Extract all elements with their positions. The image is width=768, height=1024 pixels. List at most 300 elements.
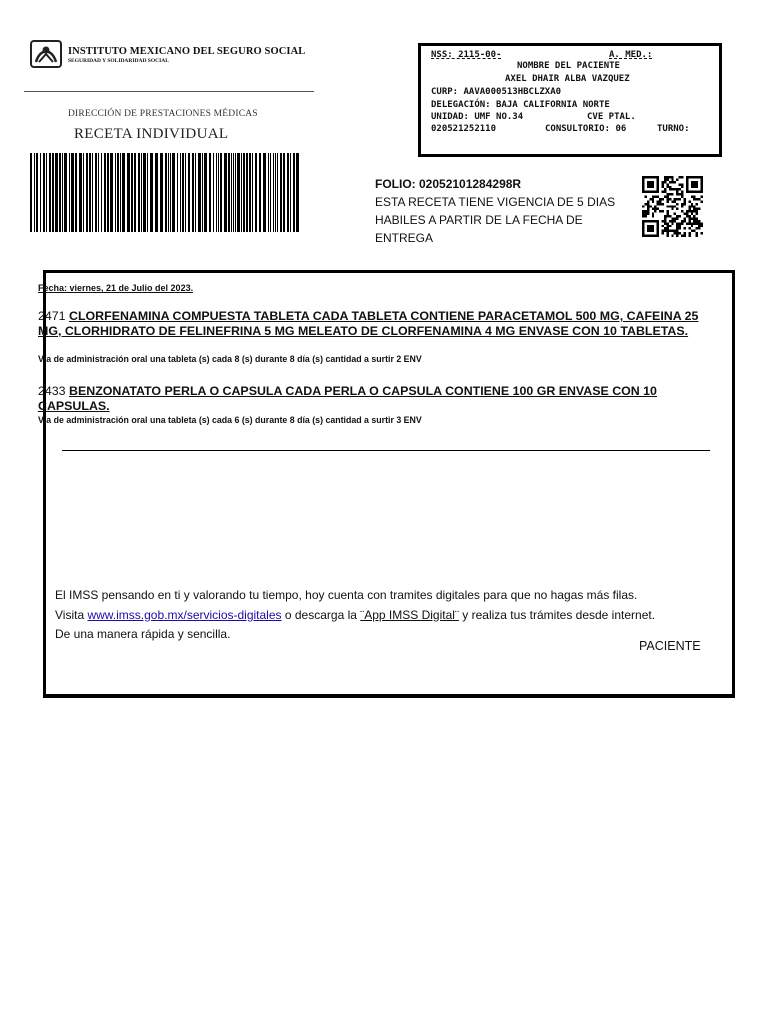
qr-module (701, 176, 703, 178)
qr-module (649, 191, 651, 193)
qr-module (683, 217, 685, 219)
qr-module (691, 210, 693, 212)
qr-module (657, 200, 659, 202)
barcode-bar (165, 153, 167, 232)
barcode-bar (246, 153, 248, 232)
cve-ptal-value: 020521252110 (431, 124, 497, 134)
qr-module (683, 213, 685, 215)
qr-module (701, 181, 703, 183)
qr-module (688, 235, 690, 237)
digital-services-notice (55, 586, 655, 645)
qr-module (654, 196, 656, 198)
barcode-bar (202, 153, 203, 232)
qr-module (681, 235, 683, 237)
qr-module (688, 215, 690, 217)
qr-module (657, 230, 659, 232)
qr-module (671, 220, 673, 222)
qr-module (649, 176, 651, 178)
qr-code (642, 176, 703, 237)
qr-module (669, 193, 671, 195)
medication-code: 2471 (38, 309, 66, 323)
barcode-bar (218, 153, 219, 232)
qr-module (664, 191, 666, 193)
barcode-bar (86, 153, 88, 232)
qr-module (649, 227, 651, 229)
barcode-bar (185, 153, 186, 232)
qr-module (679, 225, 681, 227)
qr-module (683, 203, 685, 205)
qr-module (654, 210, 656, 212)
qr-module (662, 232, 664, 234)
qr-module (642, 176, 644, 178)
barcode-bar (36, 153, 38, 232)
qr-module (652, 191, 654, 193)
qr-module (657, 176, 659, 178)
qr-module (664, 227, 666, 229)
qr-module (696, 232, 698, 234)
qr-module (647, 220, 649, 222)
qr-module (664, 215, 666, 217)
qr-module (693, 186, 695, 188)
qr-module (666, 213, 668, 215)
qr-module (691, 217, 693, 219)
qr-module (642, 235, 644, 237)
qr-module (642, 178, 644, 180)
qr-module (671, 200, 673, 202)
qr-module (674, 220, 676, 222)
qr-module (654, 235, 656, 237)
qr-module (693, 196, 695, 198)
qr-module (657, 227, 659, 229)
qr-module (698, 222, 700, 224)
barcode-bar (220, 153, 222, 232)
barcode-bar (228, 153, 230, 232)
qr-module (669, 215, 671, 217)
qr-module (686, 176, 688, 178)
qr-module (698, 208, 700, 210)
qr-module (686, 178, 688, 180)
qr-module (647, 176, 649, 178)
qr-module (671, 235, 673, 237)
qr-module (691, 196, 693, 198)
qr-module (644, 220, 646, 222)
qr-module (666, 193, 668, 195)
qr-module (644, 213, 646, 215)
qr-module (664, 196, 666, 198)
qr-module (676, 235, 678, 237)
qr-module (647, 191, 649, 193)
qr-module (701, 183, 703, 185)
qr-module (698, 191, 700, 193)
qr-module (676, 203, 678, 205)
qr-module (654, 208, 656, 210)
qr-module (688, 232, 690, 234)
barcode-bar (263, 153, 266, 232)
barcode-bar (127, 153, 130, 232)
qr-module (693, 230, 695, 232)
qr-module (693, 176, 695, 178)
barcode-bar (249, 153, 251, 232)
qr-module (696, 227, 698, 229)
qr-module (657, 191, 659, 193)
qr-module (679, 222, 681, 224)
qr-module (679, 183, 681, 185)
barcode-bar (92, 153, 93, 232)
qr-module (686, 181, 688, 183)
qr-module (696, 198, 698, 200)
consultorio-field: CONSULTORIO: 06 (545, 124, 627, 134)
qr-module (652, 181, 654, 183)
header-divider (24, 91, 314, 92)
qr-module (644, 210, 646, 212)
qr-module (666, 200, 668, 202)
qr-module (701, 232, 703, 234)
qr-module (657, 183, 659, 185)
barcode-bar (150, 153, 153, 232)
qr-module (662, 186, 664, 188)
patient-info-box (418, 43, 722, 157)
barcode-bar (280, 153, 282, 232)
qr-module (652, 220, 654, 222)
qr-module (662, 230, 664, 232)
qr-module (644, 176, 646, 178)
qr-module (688, 210, 690, 212)
qr-module (676, 188, 678, 190)
barcode-bar (95, 153, 97, 232)
qr-module (696, 203, 698, 205)
medication-instructions: Vía de administración oral una tableta (s) cada 6 (s) durante 8 día (s) cantidad a surtir 3 ENV (38, 415, 422, 425)
signature-line (62, 450, 710, 451)
qr-module (701, 178, 703, 180)
qr-module (652, 215, 654, 217)
barcode-bar (52, 153, 54, 232)
qr-module (657, 203, 659, 205)
document-title: RECETA INDIVIDUAL (74, 126, 229, 142)
qr-module (701, 186, 703, 188)
qr-module (664, 230, 666, 232)
medication-item (38, 309, 706, 338)
qr-module (676, 217, 678, 219)
qr-module (698, 198, 700, 200)
qr-module (669, 186, 671, 188)
qr-module (657, 188, 659, 190)
barcode-bar (237, 153, 240, 232)
barcode-bar (195, 153, 196, 232)
qr-module (693, 191, 695, 193)
qr-module (674, 188, 676, 190)
qr-module (669, 198, 671, 200)
qr-module (647, 200, 649, 202)
barcode-bar (216, 153, 217, 232)
qr-module (669, 225, 671, 227)
qr-module (688, 220, 690, 222)
institution-name: INSTITUTO MEXICANO DEL SEGURO SOCIAL (68, 46, 306, 57)
qr-module (681, 210, 683, 212)
barcode-bar (255, 153, 257, 232)
medication-description: BENZONATATO PERLA O CAPSULA CADA PERLA O CAPSULA CONTIENE 100 GR ENVASE CON 10 CAPSULAS. (38, 384, 657, 413)
barcode-bar (180, 153, 181, 232)
qr-module (681, 205, 683, 207)
app-imss-digital-link[interactable]: ¨App IMSS Digital¨ (360, 607, 459, 622)
qr-module (671, 230, 673, 232)
qr-module (691, 230, 693, 232)
qr-module (681, 176, 683, 178)
qr-module (657, 208, 659, 210)
barcode-bar (30, 153, 32, 232)
qr-module (666, 235, 668, 237)
qr-module (681, 196, 683, 198)
barcode-bar (110, 153, 113, 232)
barcode-bar (75, 153, 77, 232)
qr-module (671, 176, 673, 178)
qr-module (666, 183, 668, 185)
barcode-bar (168, 153, 169, 232)
barcode-bar (71, 153, 74, 232)
qr-module (696, 186, 698, 188)
qr-module (676, 232, 678, 234)
qr-module (657, 235, 659, 237)
qr-module (652, 230, 654, 232)
qr-module (686, 210, 688, 212)
qr-module (647, 205, 649, 207)
qr-module (654, 205, 656, 207)
qr-module (671, 222, 673, 224)
qr-module (649, 181, 651, 183)
barcode-bar (107, 153, 109, 232)
qr-module (698, 176, 700, 178)
qr-module (652, 198, 654, 200)
qr-module (686, 213, 688, 215)
qr-module (652, 225, 654, 227)
qr-module (691, 191, 693, 193)
barcode-bar (252, 153, 253, 232)
qr-module (696, 183, 698, 185)
barcode-bar (49, 153, 51, 232)
barcode-bar (155, 153, 158, 232)
barcode (30, 153, 300, 232)
qr-module (659, 210, 661, 212)
qr-module (644, 215, 646, 217)
turno-field: TURNO: (657, 124, 690, 134)
qr-module (644, 203, 646, 205)
qr-module (644, 196, 646, 198)
qr-module (698, 227, 700, 229)
qr-module (654, 176, 656, 178)
qr-module (659, 200, 661, 202)
qr-module (652, 183, 654, 185)
qr-module (671, 181, 673, 183)
qr-module (642, 222, 644, 224)
qr-module (642, 210, 644, 212)
patient-name-label: NOMBRE DEL PACIENTE (517, 61, 620, 71)
qr-module (681, 220, 683, 222)
qr-module (696, 217, 698, 219)
barcode-bar (293, 153, 295, 232)
qr-module (693, 220, 695, 222)
imss-logo-icon (30, 40, 62, 68)
barcode-bar (241, 153, 242, 232)
qr-module (649, 205, 651, 207)
barcode-bar (122, 153, 125, 232)
qr-module (642, 191, 644, 193)
qr-module (666, 215, 668, 217)
barcode-bar (209, 153, 211, 232)
barcode-bar (143, 153, 146, 232)
qr-module (669, 188, 671, 190)
qr-module (647, 225, 649, 227)
validity-notice: ESTA RECETA TIENE VIGENCIA DE 5 DIAS HABILES A PARTIR DE LA FECHA DE ENTREGA (375, 195, 616, 245)
qr-module (681, 186, 683, 188)
qr-module (652, 196, 654, 198)
qr-module (688, 205, 690, 207)
qr-module (664, 181, 666, 183)
qr-module (647, 227, 649, 229)
barcode-bar (141, 153, 142, 232)
qr-module (642, 225, 644, 227)
qr-module (652, 208, 654, 210)
barcode-bar (268, 153, 269, 232)
barcode-bar (83, 153, 84, 232)
qr-module (683, 235, 685, 237)
qr-module (701, 222, 703, 224)
qr-module (674, 205, 676, 207)
qr-module (701, 225, 703, 227)
barcode-bar (64, 153, 67, 232)
qr-module (666, 205, 668, 207)
medication-instructions: Vía de administración oral una tableta (s) cada 8 (s) durante 8 día (s) cantidad a surtir 2 ENV (38, 354, 422, 364)
barcode-bar (204, 153, 207, 232)
imss-digital-services-link[interactable]: www.imss.gob.mx/servicios-digitales (87, 607, 282, 622)
barcode-bar (43, 153, 45, 232)
medication-description: CLORFENAMINA COMPUESTA TABLETA CADA TABLETA CONTIENE PARACETAMOL 500 MG, CAFEINA 25 MG, CLORHIDRATO DE FELINEFRINA 5 MG MELEATO DE CLORFENAMINA 4 MG ENVASE CON 10 TABLETAS. (38, 309, 699, 338)
qr-module (671, 217, 673, 219)
barcode-bar (259, 153, 261, 232)
qr-module (649, 220, 651, 222)
qr-module (674, 181, 676, 183)
barcode-bar (120, 153, 121, 232)
qr-module (696, 176, 698, 178)
qr-module (679, 198, 681, 200)
barcode-bar (131, 153, 133, 232)
qr-module (664, 176, 666, 178)
barcode-bar (182, 153, 184, 232)
unidad-field: UNIDAD: UMF NO.34 (431, 112, 524, 122)
qr-module (688, 200, 690, 202)
qr-module (666, 198, 668, 200)
qr-module (652, 176, 654, 178)
qr-module (693, 208, 695, 210)
direction-label: DIRECCIÓN DE PRESTACIONES MÉDICAS (68, 109, 258, 119)
qr-module (647, 181, 649, 183)
qr-module (671, 193, 673, 195)
qr-module (647, 213, 649, 215)
barcode-bar (198, 153, 201, 232)
barcode-bar (231, 153, 232, 232)
qr-module (642, 215, 644, 217)
barcode-bar (89, 153, 91, 232)
qr-module (652, 200, 654, 202)
qr-module (676, 215, 678, 217)
qr-module (666, 230, 668, 232)
medication-item (38, 384, 706, 413)
qr-module (669, 181, 671, 183)
barcode-bar (69, 153, 70, 232)
barcode-bar (138, 153, 140, 232)
qr-module (676, 230, 678, 232)
barcode-bar (287, 153, 289, 232)
qr-module (652, 213, 654, 215)
qr-module (701, 196, 703, 198)
prescription-date: Fecha: viernes, 21 de Julio del 2023. (38, 283, 194, 293)
qr-module (664, 217, 666, 219)
patient-name: AXEL DHAIR ALBA VAZQUEZ (505, 74, 630, 84)
barcode-bar (59, 153, 61, 232)
notice-line-2 (55, 606, 655, 626)
barcode-bar (40, 153, 41, 232)
qr-module (674, 213, 676, 215)
qr-module (693, 181, 695, 183)
qr-module (647, 235, 649, 237)
qr-module (696, 222, 698, 224)
qr-module (696, 208, 698, 210)
qr-module (676, 222, 678, 224)
qr-module (676, 227, 678, 229)
barcode-bar (273, 153, 274, 232)
qr-module (657, 225, 659, 227)
barcode-bar (55, 153, 58, 232)
qr-module (696, 235, 698, 237)
barcode-bar (290, 153, 291, 232)
qr-module (642, 205, 644, 207)
qr-module (676, 191, 678, 193)
qr-module (666, 186, 668, 188)
qr-module (657, 178, 659, 180)
qr-module (686, 186, 688, 188)
qr-module (671, 208, 673, 210)
barcode-bar (277, 153, 278, 232)
qr-module (649, 183, 651, 185)
qr-module (669, 230, 671, 232)
qr-module (649, 186, 651, 188)
barcode-bar (188, 153, 190, 232)
qr-module (642, 181, 644, 183)
notice-line-2-suffix: y realiza tus trámites desde internet. (458, 607, 656, 622)
qr-module (688, 191, 690, 193)
qr-module (652, 186, 654, 188)
qr-module (652, 227, 654, 229)
qr-module (642, 186, 644, 188)
qr-module (659, 203, 661, 205)
qr-module (674, 217, 676, 219)
qr-module (701, 188, 703, 190)
qr-module (669, 220, 671, 222)
qr-module (674, 200, 676, 202)
barcode-bar (104, 153, 106, 232)
qr-module (647, 210, 649, 212)
a-med-field: A. MED.: (609, 50, 653, 60)
qr-module (683, 198, 685, 200)
barcode-bar (46, 153, 47, 232)
qr-module (679, 188, 681, 190)
notice-line-1: El IMSS pensando en ti y valorando tu tiempo, hoy cuenta con tramites digitales para que no hagas más filas. (55, 588, 638, 602)
qr-module (698, 220, 700, 222)
qr-module (666, 232, 668, 234)
qr-module (679, 227, 681, 229)
qr-module (642, 220, 644, 222)
barcode-bar (172, 153, 175, 232)
qr-module (691, 222, 693, 224)
qr-module (666, 210, 668, 212)
